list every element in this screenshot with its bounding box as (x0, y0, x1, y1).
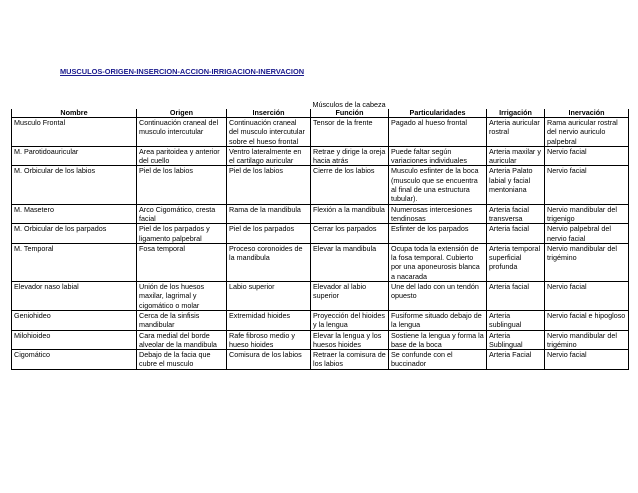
cell-nombre: Milohioideo (12, 330, 137, 350)
header-insercion: Inserción (227, 109, 311, 118)
cell-inervacion: Nervio facial (545, 146, 629, 166)
cell-insercion: Ventro lateralmente en el cartilago auricular (227, 146, 311, 166)
muscles-table-container (11, 100, 628, 370)
cell-funcion: Retraer la comisura de los labios (311, 350, 389, 370)
cell-nombre: M. Temporal (12, 243, 137, 281)
cell-inervacion: Nervio mandibular del trigémino (545, 243, 629, 281)
cell-irrigacion: Arteria facial (487, 224, 545, 244)
cell-particularidades: Puede faltar según variaciones individuales (389, 146, 487, 166)
cell-funcion: Elevar la lengua y los huesos hioides (311, 330, 389, 350)
table-caption: Músculos de la cabeza (312, 100, 386, 109)
cell-inervacion: Nervio facial e hipogloso (545, 310, 629, 330)
cell-irrigacion: Arteria facial (487, 282, 545, 311)
table-row (12, 118, 629, 147)
cell-inervacion: Nervio facial (545, 350, 629, 370)
header-origen: Origen (137, 109, 227, 118)
cell-origen: Unión de los huesos maxilar, lagrimal y cigomático o molar (137, 282, 227, 311)
cell-origen: Continuación craneal del musculo intercutular (137, 118, 227, 147)
cell-funcion: Cerrar los parpados (311, 224, 389, 244)
table-row (12, 204, 629, 224)
cell-funcion: Elevar la mandibula (311, 243, 389, 281)
cell-funcion: Flexión a la mandibula (311, 204, 389, 224)
cell-origen: Area paritoidea y anterior del cuello (137, 146, 227, 166)
cell-particularidades: Musculo esfinter de la boca (musculo que se encuentra al final de una estructura tubular). (389, 166, 487, 204)
cell-particularidades: Numerosas intercesiones tendinosas (389, 204, 487, 224)
cell-nombre: Geniohideo (12, 310, 137, 330)
header-funcion: Función (311, 109, 389, 118)
cell-inervacion: Nervio facial (545, 282, 629, 311)
cell-inervacion: Nervio facial (545, 166, 629, 204)
cell-particularidades: Se confunde con el buccinador (389, 350, 487, 370)
cell-origen: Arco Cigomático, cresta facial (137, 204, 227, 224)
cell-irrigacion: Arteria temporal superficial profunda (487, 243, 545, 281)
table-row (12, 166, 629, 204)
cell-nombre: Musculo Frontal (12, 118, 137, 147)
cell-funcion: Elevador al labio superior (311, 282, 389, 311)
cell-origen: Debajo de la facia que cubre el musculo (137, 350, 227, 370)
cell-origen: Cerca de la sinfisis mandibular (137, 310, 227, 330)
cell-nombre: M. Masetero (12, 204, 137, 224)
cell-particularidades: Pagado al hueso frontal (389, 118, 487, 147)
cell-particularidades: Ocupa toda la extensión de la fosa temporal. Cubierto por una aponeurosis blanca a nacarada (389, 243, 487, 281)
cell-insercion: Rafe fibroso medio y hueso hioides (227, 330, 311, 350)
cell-inervacion: Nervio palpebral del nervio facial (545, 224, 629, 244)
table-row (12, 310, 629, 330)
cell-irrigacion: Arteria facial transversa (487, 204, 545, 224)
cell-insercion: Proceso coronoides de la mandibula (227, 243, 311, 281)
cell-irrigacion: Arteria maxilar y auricular (487, 146, 545, 166)
table-row (12, 224, 629, 244)
cell-irrigacion: Arteria sublingual (487, 310, 545, 330)
table-row (12, 243, 629, 281)
cell-nombre: M. Orbicular de los labios (12, 166, 137, 204)
cell-insercion: Rama de la mandibula (227, 204, 311, 224)
header-inervacion: Inervación (545, 109, 629, 118)
caption-row (12, 100, 629, 109)
cell-irrigacion: Arteria Sublingual (487, 330, 545, 350)
cell-particularidades: Esfinter de los parpados (389, 224, 487, 244)
muscles-table (11, 100, 629, 370)
cell-insercion: Piel de los parpados (227, 224, 311, 244)
cell-irrigacion: Arteria Facial (487, 350, 545, 370)
header-irrigacion: Irrigación (487, 109, 545, 118)
table-row (12, 146, 629, 166)
table-row (12, 282, 629, 311)
cell-insercion: Labio superior (227, 282, 311, 311)
cell-inervacion: Nervio mandibular del trigenigo (545, 204, 629, 224)
cell-funcion: Cierre de los labios (311, 166, 389, 204)
cell-insercion: Extremidad hioides (227, 310, 311, 330)
cell-nombre: M. Orbicular de los parpados (12, 224, 137, 244)
table-body (12, 118, 629, 370)
cell-inervacion: Rama auricular rostral del nervio auriculo palpebral (545, 118, 629, 147)
cell-nombre: M. Parotidoauricular (12, 146, 137, 166)
table-header-row (12, 109, 629, 118)
cell-insercion: Piel de los labios (227, 166, 311, 204)
document-title: MUSCULOS-ORIGEN-INSERCION-ACCION-IRRIGACION-INERVACION (60, 67, 305, 76)
cell-particularidades: Sostiene la lengua y forma la base de la boca (389, 330, 487, 350)
cell-origen: Piel de los parpados y ligamento palpebral (137, 224, 227, 244)
cell-origen: Piel de los labios (137, 166, 227, 204)
header-particularidades: Particularidades (389, 109, 487, 118)
table-row (12, 330, 629, 350)
table-row (12, 350, 629, 370)
header-nombre: Nombre (12, 109, 137, 118)
cell-nombre: Elevador naso labial (12, 282, 137, 311)
cell-funcion: Proyección del hioides y la lengua (311, 310, 389, 330)
cell-inervacion: Nervio mandibular del trigémino (545, 330, 629, 350)
cell-nombre: Cigomático (12, 350, 137, 370)
cell-irrigacion: Arteria Palato labial y facial mentoniana (487, 166, 545, 204)
cell-funcion: Retrae y dirige la oreja hacia atrás (311, 146, 389, 166)
cell-funcion: Tensor de la frente (311, 118, 389, 147)
cell-insercion: Comisura de los labios (227, 350, 311, 370)
cell-irrigacion: Arteria auricular rostral (487, 118, 545, 147)
cell-particularidades: Fusiforme situado debajo de la lengua (389, 310, 487, 330)
cell-origen: Fosa temporal (137, 243, 227, 281)
cell-origen: Cara medial del borde alveolar de la mandibula (137, 330, 227, 350)
cell-particularidades: Une del lado con un tendón opuesto (389, 282, 487, 311)
cell-insercion: Continuación craneal del musculo intercutular sobre el hueso frontal (227, 118, 311, 147)
